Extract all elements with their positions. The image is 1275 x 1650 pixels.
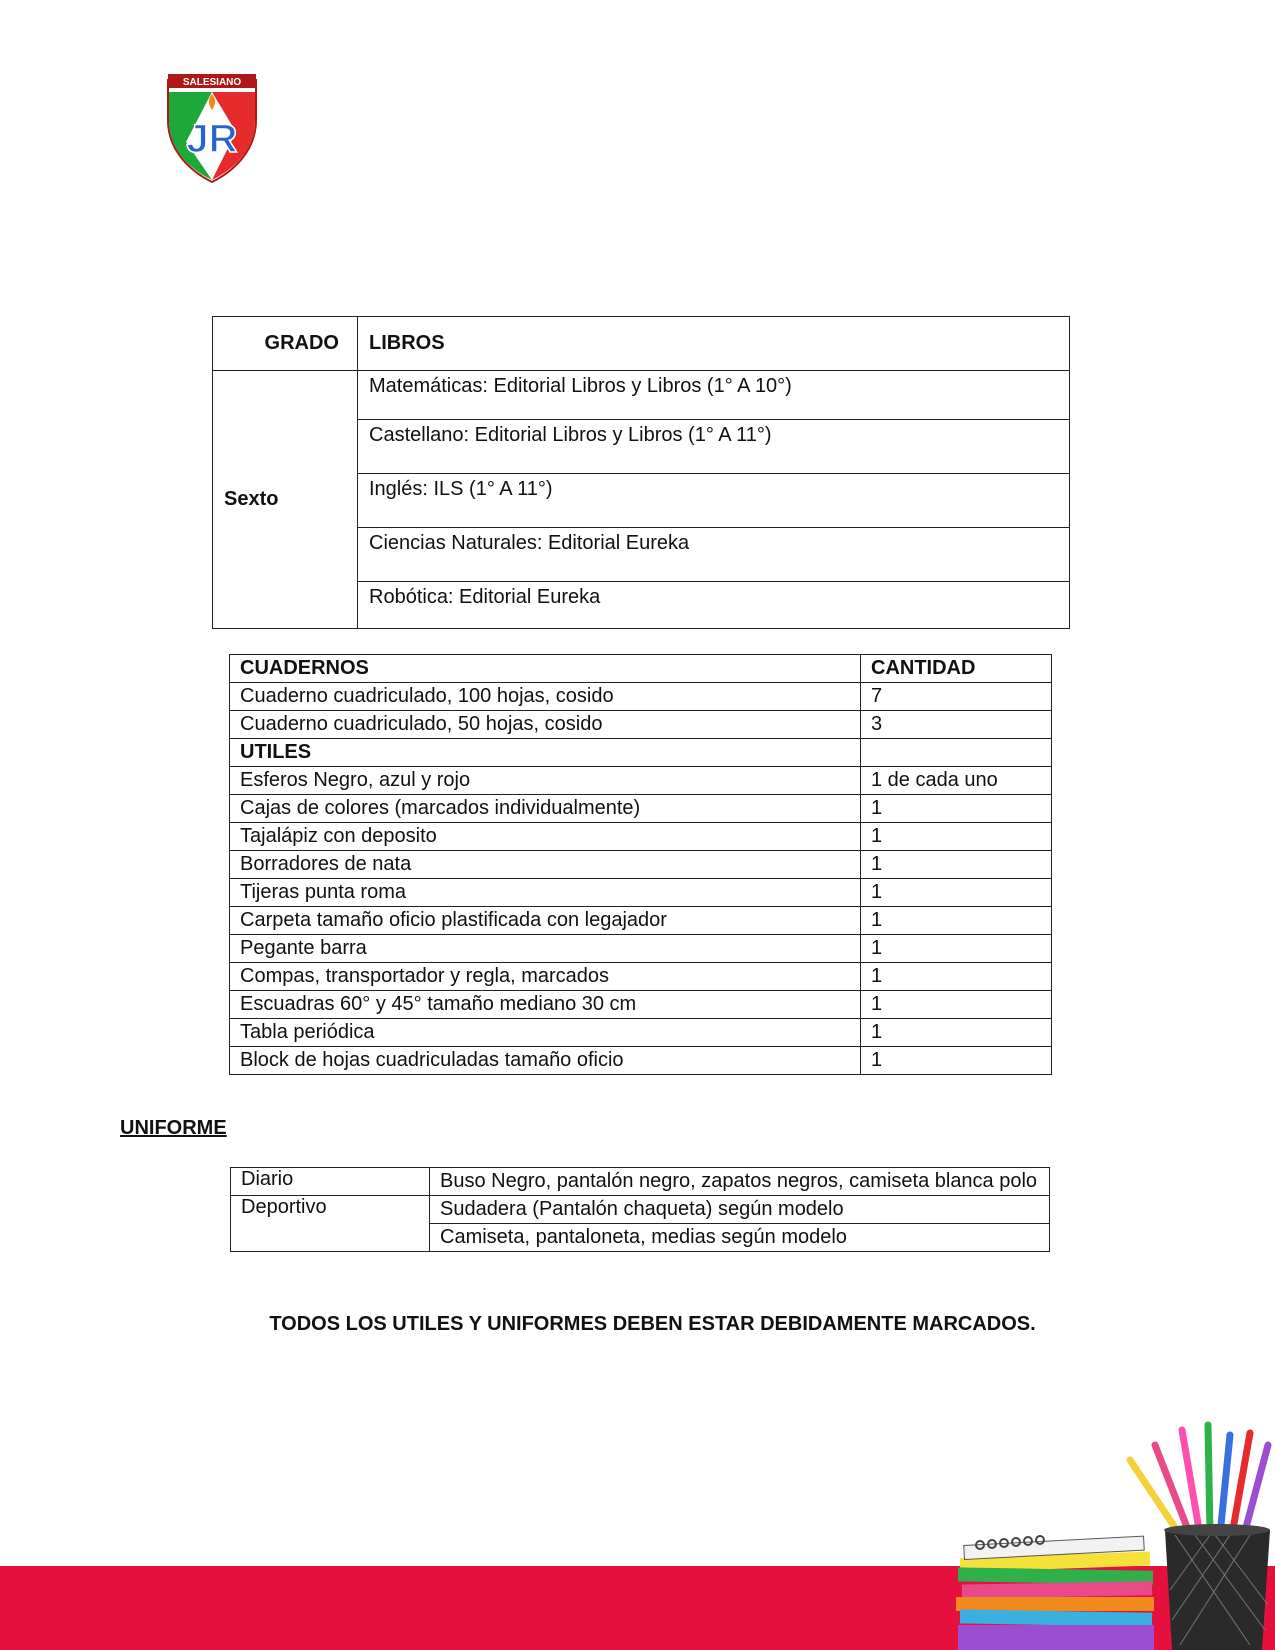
qty-cell: 1	[861, 991, 1052, 1019]
book-row: Matemáticas: Editorial Libros y Libros (1° A 10°)	[358, 371, 1070, 420]
deportivo-value: Camiseta, pantaloneta, medias según modelo	[430, 1224, 1050, 1252]
item-cell: Escuadras 60° y 45° tamaño mediano 30 cm	[230, 991, 861, 1019]
book-row: Inglés: ILS (1° A 11°)	[358, 474, 1070, 528]
marking-note-text: TODOS LOS UTILES Y UNIFORMES DEBEN ESTAR DEBIDAMENTE MARCADOS.	[269, 1313, 1036, 1335]
table-row	[230, 879, 1052, 907]
qty-cell: 1	[861, 1019, 1052, 1047]
grado-cell: Sexto	[213, 371, 358, 629]
diario-value: Buso Negro, pantalón negro, zapatos negros, camiseta blanca polo	[430, 1168, 1050, 1196]
book-row: Robótica: Editorial Eureka	[358, 582, 1070, 629]
deportivo-label: Deportivo	[231, 1196, 430, 1252]
item-cell: Compas, transportador y regla, marcados	[230, 963, 861, 991]
item-cell: Cuaderno cuadriculado, 100 hojas, cosido	[230, 683, 861, 711]
qty-cell: 1 de cada uno	[861, 767, 1052, 795]
item-cell: Esferos Negro, azul y rojo	[230, 767, 861, 795]
table-row	[230, 823, 1052, 851]
qty-cell: 1	[861, 935, 1052, 963]
header-grado: GRADO	[213, 317, 358, 371]
header-cuadernos: CUADERNOS	[230, 655, 861, 683]
table-row	[230, 1047, 1052, 1075]
school-supplies-image	[950, 1405, 1275, 1650]
qty-cell: 1	[861, 963, 1052, 991]
table-row	[230, 907, 1052, 935]
item-cell: Tabla periódica	[230, 1019, 861, 1047]
item-cell: Cuaderno cuadriculado, 50 hojas, cosido	[230, 711, 861, 739]
item-cell: Tijeras punta roma	[230, 879, 861, 907]
header-libros: LIBROS	[358, 317, 1070, 371]
table-row	[230, 767, 1052, 795]
item-cell: Carpeta tamaño oficio plastificada con legajador	[230, 907, 861, 935]
logo-monogram: JR	[186, 117, 238, 161]
uniforme-heading: UNIFORME	[120, 1117, 227, 1139]
table-row	[230, 1019, 1052, 1047]
empty-cell	[861, 739, 1052, 767]
item-cell: Borradores de nata	[230, 851, 861, 879]
utiles-table	[229, 654, 1052, 1075]
table-row	[230, 851, 1052, 879]
diario-label: Diario	[231, 1168, 430, 1196]
item-cell: Block de hojas cuadriculadas tamaño oficio	[230, 1047, 861, 1075]
qty-cell: 1	[861, 851, 1052, 879]
header-cantidad: CANTIDAD	[861, 655, 1052, 683]
item-cell: Tajalápiz con deposito	[230, 823, 861, 851]
table-row	[230, 963, 1052, 991]
qty-cell: 1	[861, 795, 1052, 823]
qty-cell: 3	[861, 711, 1052, 739]
table-row	[230, 683, 1052, 711]
marking-note	[0, 1313, 1275, 1336]
school-logo	[166, 72, 258, 184]
table-row	[231, 1196, 1050, 1224]
table-row	[230, 935, 1052, 963]
qty-cell: 1	[861, 823, 1052, 851]
qty-cell: 1	[861, 907, 1052, 935]
logo-text: SALESIANO	[182, 77, 242, 88]
table-row	[230, 795, 1052, 823]
qty-cell: 7	[861, 683, 1052, 711]
book-row: Castellano: Editorial Libros y Libros (1° A 11°)	[358, 420, 1070, 474]
book-row: Ciencias Naturales: Editorial Eureka	[358, 528, 1070, 582]
table-row	[230, 991, 1052, 1019]
table-row	[231, 1168, 1050, 1196]
item-cell: Cajas de colores (marcados individualmente)	[230, 795, 861, 823]
qty-cell: 1	[861, 879, 1052, 907]
header-utiles: UTILES	[230, 739, 861, 767]
deportivo-value: Sudadera (Pantalón chaqueta) según modelo	[430, 1196, 1050, 1224]
item-cell: Pegante barra	[230, 935, 861, 963]
qty-cell: 1	[861, 1047, 1052, 1075]
table-row	[230, 711, 1052, 739]
uniforme-table	[230, 1167, 1050, 1252]
libros-table	[212, 316, 1070, 629]
